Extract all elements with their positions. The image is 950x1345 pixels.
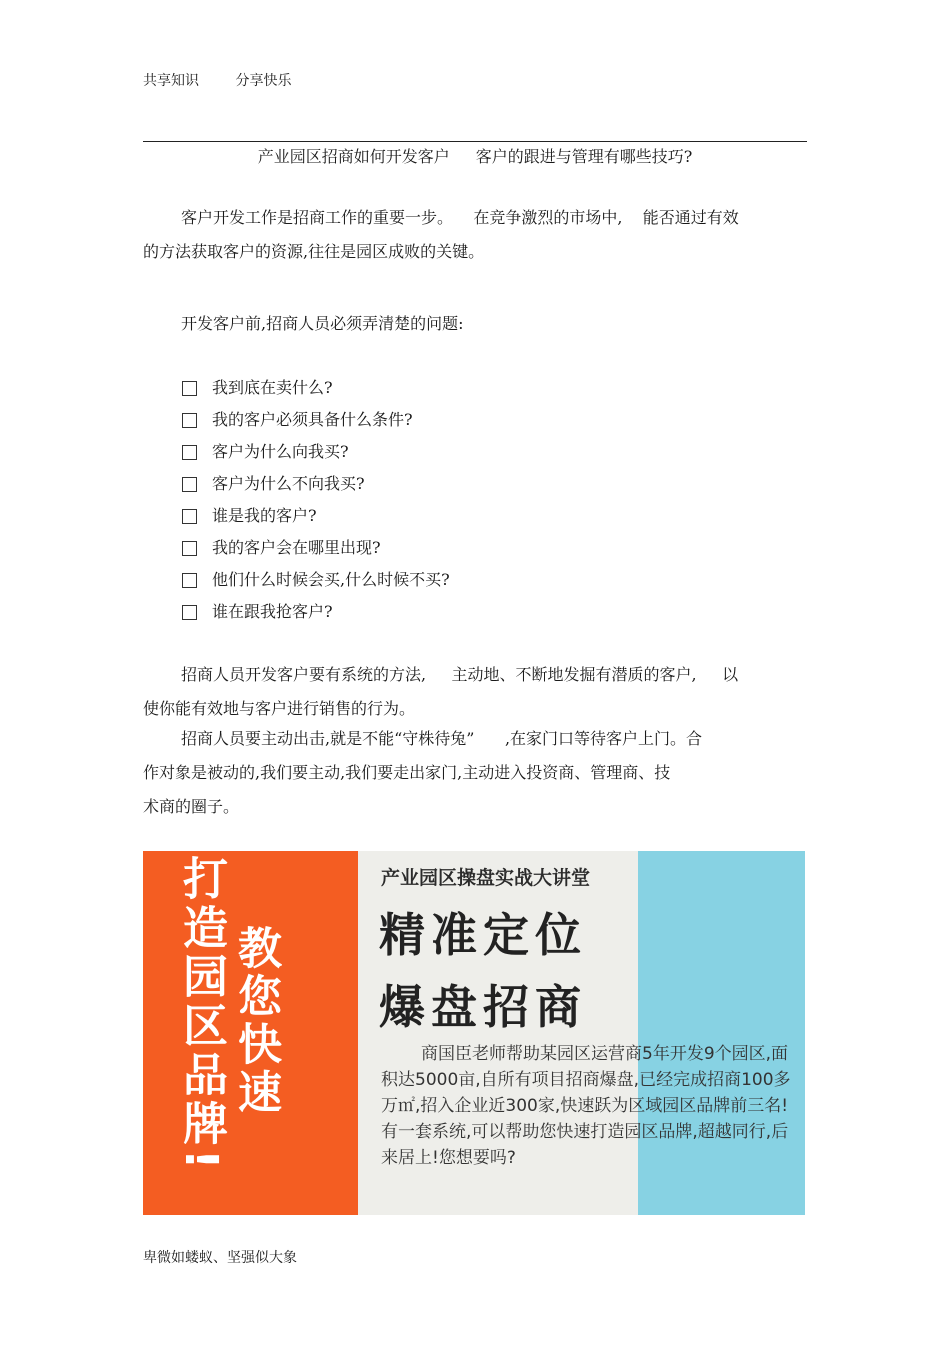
banner-headline-1: 精准定位: [379, 908, 587, 962]
checklist-item-text: 他们什么时候会买,什么时候不买?: [212, 570, 450, 589]
article-title: [143, 144, 807, 167]
checklist-item-text: 谁是我的客户?: [212, 506, 317, 525]
intro-text-1b: 在竞争激烈的市场中,: [473, 208, 623, 227]
banner-vertical-slogan: 打造园区品牌!: [175, 855, 228, 1174]
checklist-item-text: 谁在跟我抢客户?: [212, 602, 333, 621]
checkbox-icon: [182, 541, 197, 556]
checkbox-icon: [182, 445, 197, 460]
checklist-item: [182, 436, 450, 468]
checkbox-icon: [182, 509, 197, 524]
checklist-item: [182, 404, 450, 436]
method-text-1c: 以: [722, 665, 739, 684]
banner-subtitle: 产业园区操盘实战大讲堂: [381, 867, 591, 889]
proactive-text-1a: 招商人员要主动出击,就是不能“守株待兔”: [181, 729, 475, 748]
page-footer: 卑微如蝼蚁、坚强似大象: [143, 1250, 297, 1266]
checklist-item: [182, 468, 450, 500]
intro-text-2: 的方法获取客户的资源,往往是园区成败的关键。: [143, 242, 485, 261]
checklist-item-text: 我到底在卖什么?: [212, 378, 333, 397]
banner-body-content: 商国臣老师帮助某园区运营商5年开发9个园区,面积达5000亩,自所有项目招商爆盘,已经完成招商100多万㎡,招入企业近300家,快速跃为区域园区品牌前三名!有一套系统,可以帮助您快速打造园区品牌,超越同行,后来居上!您想要吗?: [381, 1044, 791, 1168]
intro-text-1c: 能否通过有效: [642, 208, 739, 227]
checklist-item: [182, 372, 450, 404]
proactive-text-2: 作对象是被动的,我们要主动,我们要走出家门,主动进入投资商、管理商、技: [143, 763, 671, 782]
intro-paragraph: [143, 201, 807, 269]
checkbox-icon: [182, 605, 197, 620]
checklist-item-text: 我的客户会在哪里出现?: [212, 538, 381, 557]
checklist-item-text: 我的客户必须具备什么条件?: [212, 410, 413, 429]
checkbox-icon: [182, 413, 197, 428]
question-lead-text: 开发客户前,招商人员必须弄清楚的问题:: [181, 314, 464, 333]
method-text-2: 使你能有效地与客户进行销售的行为。: [143, 699, 416, 718]
checklist-item: [182, 500, 450, 532]
banner-vertical-tagline: 教您快速: [230, 925, 281, 1117]
checkbox-icon: [182, 573, 197, 588]
proactive-paragraph: [143, 722, 807, 824]
header-left-text: 共享知识: [143, 73, 199, 89]
checklist-item-text: 客户为什么向我买?: [212, 442, 349, 461]
question-checklist: [182, 372, 450, 628]
header-divider: [143, 141, 807, 142]
header-right-text: 分享快乐: [235, 73, 292, 89]
checklist-item: [182, 532, 450, 564]
method-text-1a: 招商人员开发客户要有系统的方法,: [181, 665, 427, 684]
title-part-1: 产业园区招商如何开发客户: [257, 147, 450, 166]
proactive-text-1b: ,在家门口等待客户上门。合: [504, 729, 703, 748]
checkbox-icon: [182, 381, 197, 396]
intro-text-1a: 客户开发工作是招商工作的重要一步。: [181, 208, 454, 227]
title-part-2: 客户的跟进与管理有哪些技巧?: [475, 147, 693, 166]
checklist-item: [182, 596, 450, 628]
checklist-item: [182, 564, 450, 596]
banner-body-text: [381, 1041, 801, 1171]
promo-banner-image: [143, 851, 805, 1215]
page-header: [143, 70, 323, 90]
checklist-item-text: 客户为什么不向我买?: [212, 474, 365, 493]
question-lead: [143, 307, 807, 341]
proactive-text-3: 术商的圈子。: [143, 797, 240, 816]
method-paragraph: [143, 658, 807, 726]
checkbox-icon: [182, 477, 197, 492]
method-text-1b: 主动地、不断地发掘有潜质的客户,: [451, 665, 697, 684]
banner-headline-2: 爆盘招商: [379, 980, 587, 1034]
